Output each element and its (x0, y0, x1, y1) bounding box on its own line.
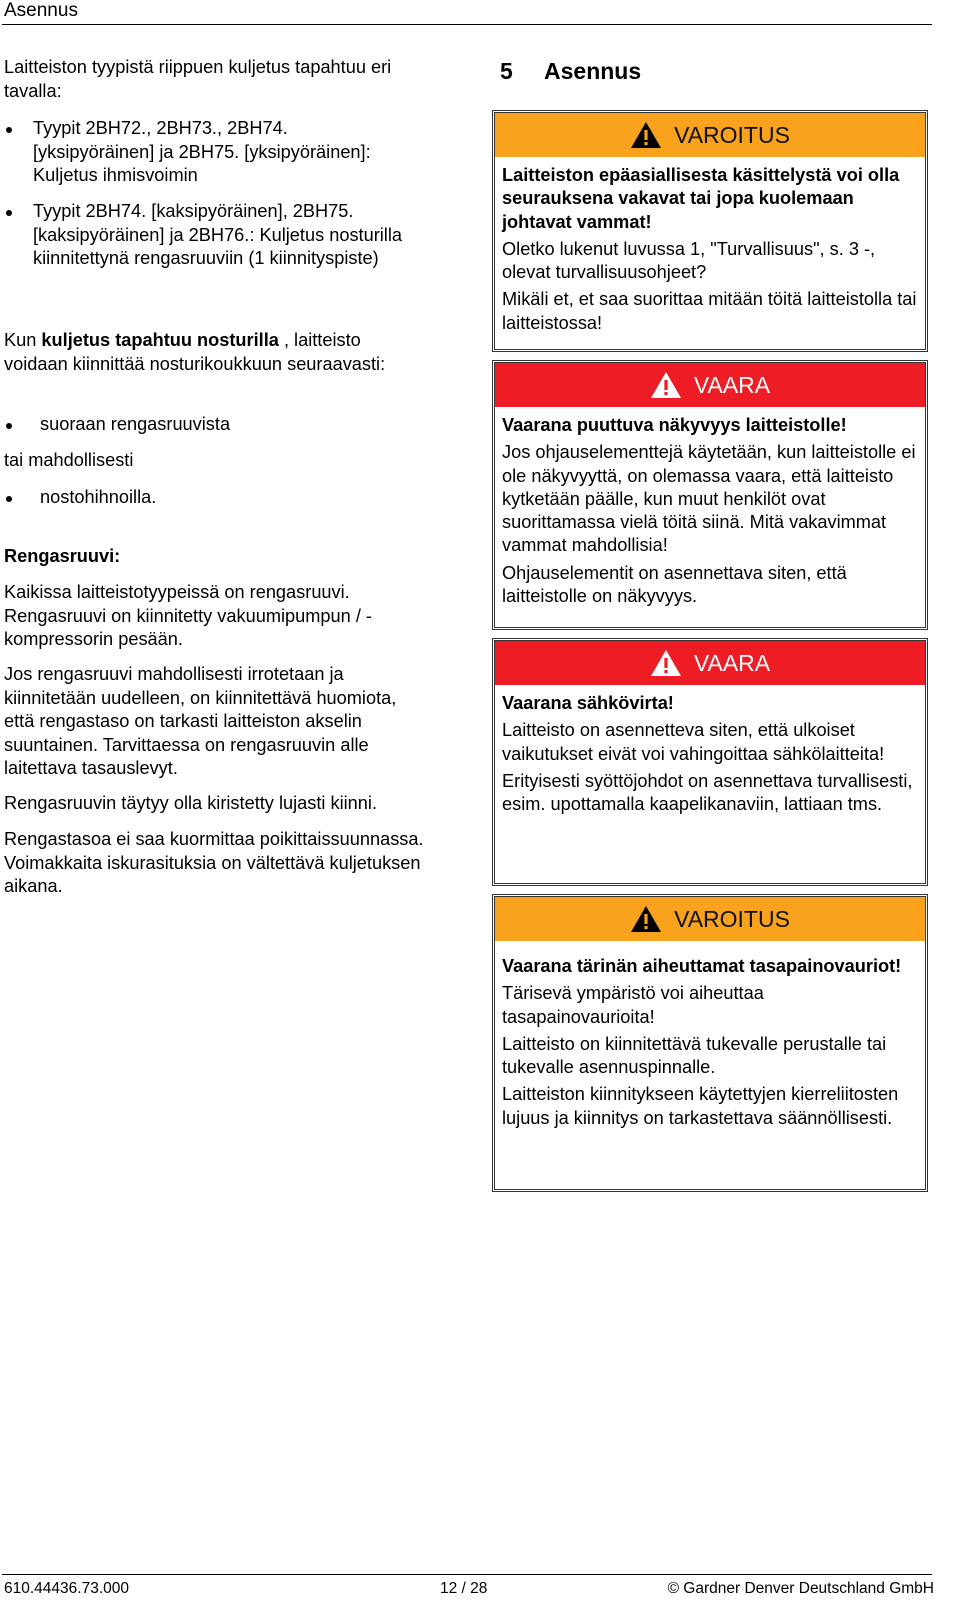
warning-text-2: Laitteisto on kiinnitettävä tukevalle perustalle tai tukevalle asennuspinnalle. (502, 1033, 887, 1078)
bullet-icon (6, 496, 12, 502)
danger-body (495, 407, 925, 618)
ring-paragraph-2: Jos rengasruuvi mahdollisesti irrotetaan ja kiinnitetään uudelleen, on kiinnitettävä huomiota, että rengastaso on tarkasti laitteiston akselin suuntainen. Tarvittaessa on rengasruuvin alle laitettava tasauslevyt. (4, 664, 397, 778)
type-bullet-2-text: Tyypit 2BH74. [kaksipyöräinen], 2BH75. [kaksipyöräinen] ja 2BH76.: Kuljetus nosturilla kiinnitettynä rengasruuviin (1 kiinnityspiste) (33, 201, 402, 268)
bullet-icon (6, 210, 12, 216)
type-bullet-2 (4, 200, 434, 271)
danger-heading: Vaarana puuttuva näkyvyys laitteistolle! (502, 415, 847, 435)
section-number: 5 (500, 58, 513, 84)
footer-doc-number: 610.44436.73.000 (4, 1580, 129, 1597)
warning-label: VAROITUS (674, 121, 790, 148)
type-bullet-1 (4, 117, 434, 188)
danger-text-1: Jos ohjauselementtejä käytetään, kun laitteistolle ei ole näkyvyyttä, on olemassa vaara, että laitteisto kytketään päälle, kun muut henkilöt ovat suorittamassa vielä töitä siinä. Mitä vakavimmat vammat mahdollisia! (502, 442, 916, 556)
section-title: Asennus (544, 58, 642, 84)
warning-text-1: Oletko lukenut luvussa 1, "Turvallisuus", s. 3 -, olevat turvallisuusohjeet? (502, 238, 876, 283)
danger-band (495, 363, 925, 407)
option-bullet-1 (4, 413, 434, 437)
warning-label: VAROITUS (674, 905, 790, 932)
footer-copyright: © Gardner Denver Deutschland GmbH (667, 1580, 934, 1597)
danger-body (495, 685, 925, 826)
warning-text-1: Tärisevä ympäristö voi aiheuttaa tasapainovaurioita! (502, 983, 764, 1027)
crane-post: , laitteisto voidaan kiinnittää nosturikoukkuun seuraavasti: (4, 330, 386, 374)
danger-box-2 (492, 638, 928, 886)
warning-box-1 (492, 110, 928, 352)
warning-text-2: Mikäli et, et saa suorittaa mitään töitä laitteistolla tai laitteistossa! (502, 289, 917, 333)
warning-body (495, 157, 925, 345)
warning-text-3: Laitteiston kiinnitykseen käytettyjen kierreliitosten lujuus ja kiinnitys on tarkastettava säännöllisesti. (502, 1084, 899, 1128)
section-heading (500, 58, 641, 85)
danger-box-1 (492, 360, 928, 630)
ring-paragraph-1: Kaikissa laitteistotyypeissä on rengasruuvi. Rengasruuvi on kiinnitetty vakuumipumpun / -kompressorin pesään. (4, 582, 372, 649)
ring-heading: Rengasruuvi: (4, 546, 121, 566)
option-bullet-2-text: nostohihnoilla. (40, 487, 157, 507)
warning-box-2 (492, 894, 928, 1192)
bullet-icon (6, 127, 12, 133)
danger-band (495, 641, 925, 685)
warning-body (495, 941, 925, 1140)
footer-page-number: 12 / 28 (440, 1580, 488, 1597)
warning-triangle-icon (650, 649, 682, 677)
warning-triangle-icon (650, 371, 682, 399)
ring-paragraph-3: Rengasruuvin täytyy olla kiristetty lujasti kiinni. (4, 793, 377, 813)
or-text: tai mahdollisesti (4, 450, 134, 470)
intro-text: Laitteiston tyypistä riippuen kuljetus tapahtuu eri tavalla: (4, 57, 392, 101)
danger-text-1: Laitteisto on asennetteva siten, että ulkoiset vaikutukset eivät voi vahingoittaa sähkölaitteita! (502, 720, 885, 764)
bullet-icon (6, 423, 12, 429)
danger-heading: Vaarana sähkövirta! (502, 693, 674, 713)
crane-pre: Kun (4, 330, 42, 350)
danger-text-2: Ohjauselementit on asennettava siten, että laitteistolle on näkyvyys. (502, 562, 847, 607)
footer-rule (2, 1574, 932, 1575)
danger-label: VAARA (693, 371, 771, 398)
danger-label: VAARA (693, 649, 771, 676)
warning-heading: Laitteiston epäasiallisesta käsittelystä voi olla seurauksena vakavat tai jopa kuolemaan johtavat vammat! (502, 165, 900, 232)
running-header: Asennus (4, 0, 78, 21)
header-rule (2, 24, 932, 25)
warning-band (495, 113, 925, 157)
danger-text-2: Erityisesti syöttöjohdot on asennettava turvallisesti, esim. upottamalla kaapelikanaviin, lattiaan tms. (502, 770, 913, 815)
option-bullet-1-text: suoraan rengasruuvista (40, 414, 231, 434)
warning-triangle-icon (630, 905, 662, 933)
warning-triangle-icon (630, 121, 662, 149)
ring-paragraph-4: Rengastasoa ei saa kuormittaa poikittaissuunnassa. Voimakkaita iskurasituksia on vältettävä kuljetuksen aikana. (4, 829, 424, 896)
warning-heading: Vaarana tärinän aiheuttamat tasapainovauriot! (502, 956, 902, 976)
crane-bold: kuljetus tapahtuu nosturilla (41, 330, 279, 350)
crane-paragraph (4, 329, 424, 376)
type-bullet-1-text: Tyypit 2BH72., 2BH73., 2BH74. [yksipyöräinen] ja 2BH75. [yksipyöräinen]: Kuljetus ihmisvoimin (33, 118, 371, 185)
option-bullet-2 (4, 486, 434, 510)
warning-band (495, 897, 925, 941)
